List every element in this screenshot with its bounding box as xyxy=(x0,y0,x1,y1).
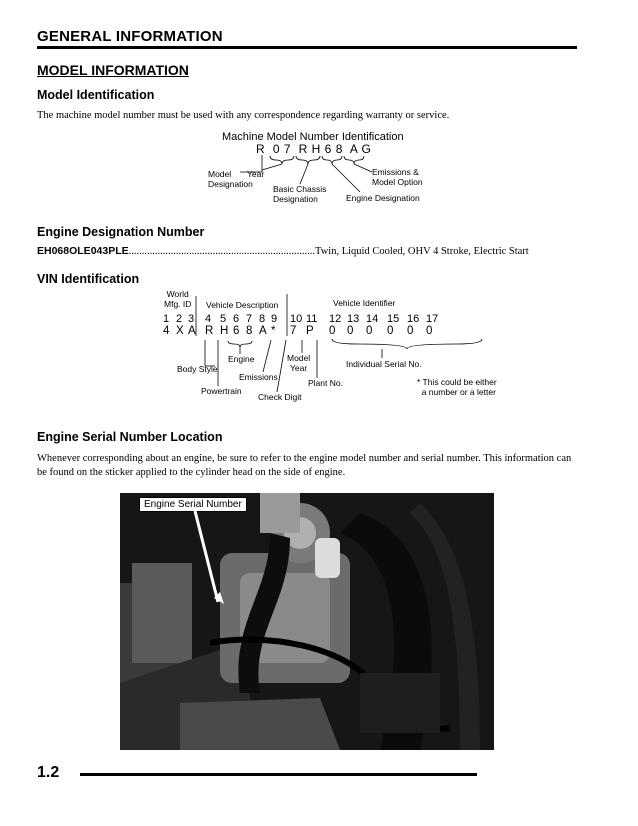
vin-position-number: 11 xyxy=(306,313,318,325)
vin-character: 8 xyxy=(246,325,253,337)
vin-character: 0 xyxy=(407,325,414,337)
vin-character: A xyxy=(259,325,267,337)
vin-character: * xyxy=(271,325,276,337)
engine-code: EH068OLE043PLE xyxy=(37,245,129,257)
vin-position-number: 2 xyxy=(176,313,183,325)
vin-position-number: 16 xyxy=(407,313,420,325)
model-code: R 0 7 R H 6 8 A G xyxy=(256,142,372,156)
vin-position-number: 9 xyxy=(271,313,278,325)
label-basic-chassis: Basic Chassis Designation xyxy=(273,184,327,204)
vin-position-number: 1 xyxy=(163,313,170,325)
vin-position-number: 13 xyxy=(347,313,360,325)
vin-world-mfg: World Mfg. ID xyxy=(164,289,192,309)
engine-desc: Twin, Liquid Cooled, OHV 4 Stroke, Electric Start xyxy=(315,246,529,257)
vin-label-body-style: Body Style xyxy=(177,364,218,374)
vin-position-number: 14 xyxy=(366,313,379,325)
label-model-designation: Model Designation xyxy=(208,169,253,189)
section-title: MODEL INFORMATION xyxy=(37,62,189,78)
label-year: Year xyxy=(247,169,265,179)
vin-character: 0 xyxy=(366,325,373,337)
vin-character: P xyxy=(306,325,314,337)
vin-character: R xyxy=(205,325,214,337)
label-engine-designation: Engine Designation xyxy=(346,193,420,203)
engine-dots: ....................................................................... xyxy=(128,246,316,257)
vin-character: A xyxy=(188,325,196,337)
page-header-title: GENERAL INFORMATION xyxy=(37,28,223,45)
model-id-text: The machine model number must be used with any correspondence regarding warranty or service. xyxy=(37,110,450,121)
engine-serial-heading: Engine Serial Number Location xyxy=(37,430,223,444)
vin-character: X xyxy=(176,325,184,337)
vin-position-number: 10 xyxy=(290,313,303,325)
vin-position-number: 7 xyxy=(246,313,253,325)
vin-character: 0 xyxy=(387,325,394,337)
page-number: 1.2 xyxy=(37,764,60,781)
vin-label-serial: Individual Serial No. xyxy=(346,359,422,369)
vin-position-number: 6 xyxy=(233,313,240,325)
vin-position-number: 8 xyxy=(259,313,266,325)
vin-character: 0 xyxy=(329,325,336,337)
model-diagram-title: Machine Model Number Identification xyxy=(222,131,404,143)
vin-vehicle-description: Vehicle Description xyxy=(206,300,279,310)
footer-rule xyxy=(80,773,477,776)
vin-character: 0 xyxy=(426,325,433,337)
vin-position-number: 4 xyxy=(205,313,212,325)
vin-character: 4 xyxy=(163,325,170,337)
vin-vehicle-identifier: Vehicle Identifier xyxy=(333,298,396,308)
vin-character: 0 xyxy=(347,325,354,337)
vin-label-powertrain: Powertrain xyxy=(201,386,242,396)
vin-position-number: 3 xyxy=(188,313,195,325)
vin-position-number: 5 xyxy=(220,313,227,325)
vin-label-check-digit: Check Digit xyxy=(258,392,302,402)
engine-serial-text: Whenever corresponding about an engine, be sure to refer to the engine model number and serial number. This information can be found on the sticker applied to the cylinder head on the side of engine. xyxy=(37,453,572,478)
vin-note: * This could be either a number or a letter xyxy=(417,377,497,397)
vin-position-number: 12 xyxy=(329,313,342,325)
vin-label-plant-no: Plant No. xyxy=(308,378,343,388)
engine-serial-callout: Engine Serial Number xyxy=(139,497,247,512)
label-emissions-model: Emissions & Model Option xyxy=(372,167,423,187)
vin-label-emissions: Emissions xyxy=(239,372,278,382)
vin-character: H xyxy=(220,325,229,337)
vin-position-number: 15 xyxy=(387,313,400,325)
engine-designation-heading: Engine Designation Number xyxy=(37,225,205,239)
vin-character: 6 xyxy=(233,325,240,337)
model-id-heading: Model Identification xyxy=(37,88,155,102)
vin-heading: VIN Identification xyxy=(37,272,140,286)
vin-position-number: 17 xyxy=(426,313,439,325)
vin-character: 7 xyxy=(290,325,297,337)
vin-label-model-year: Model Year xyxy=(287,353,311,373)
vin-label-engine: Engine xyxy=(228,354,255,364)
